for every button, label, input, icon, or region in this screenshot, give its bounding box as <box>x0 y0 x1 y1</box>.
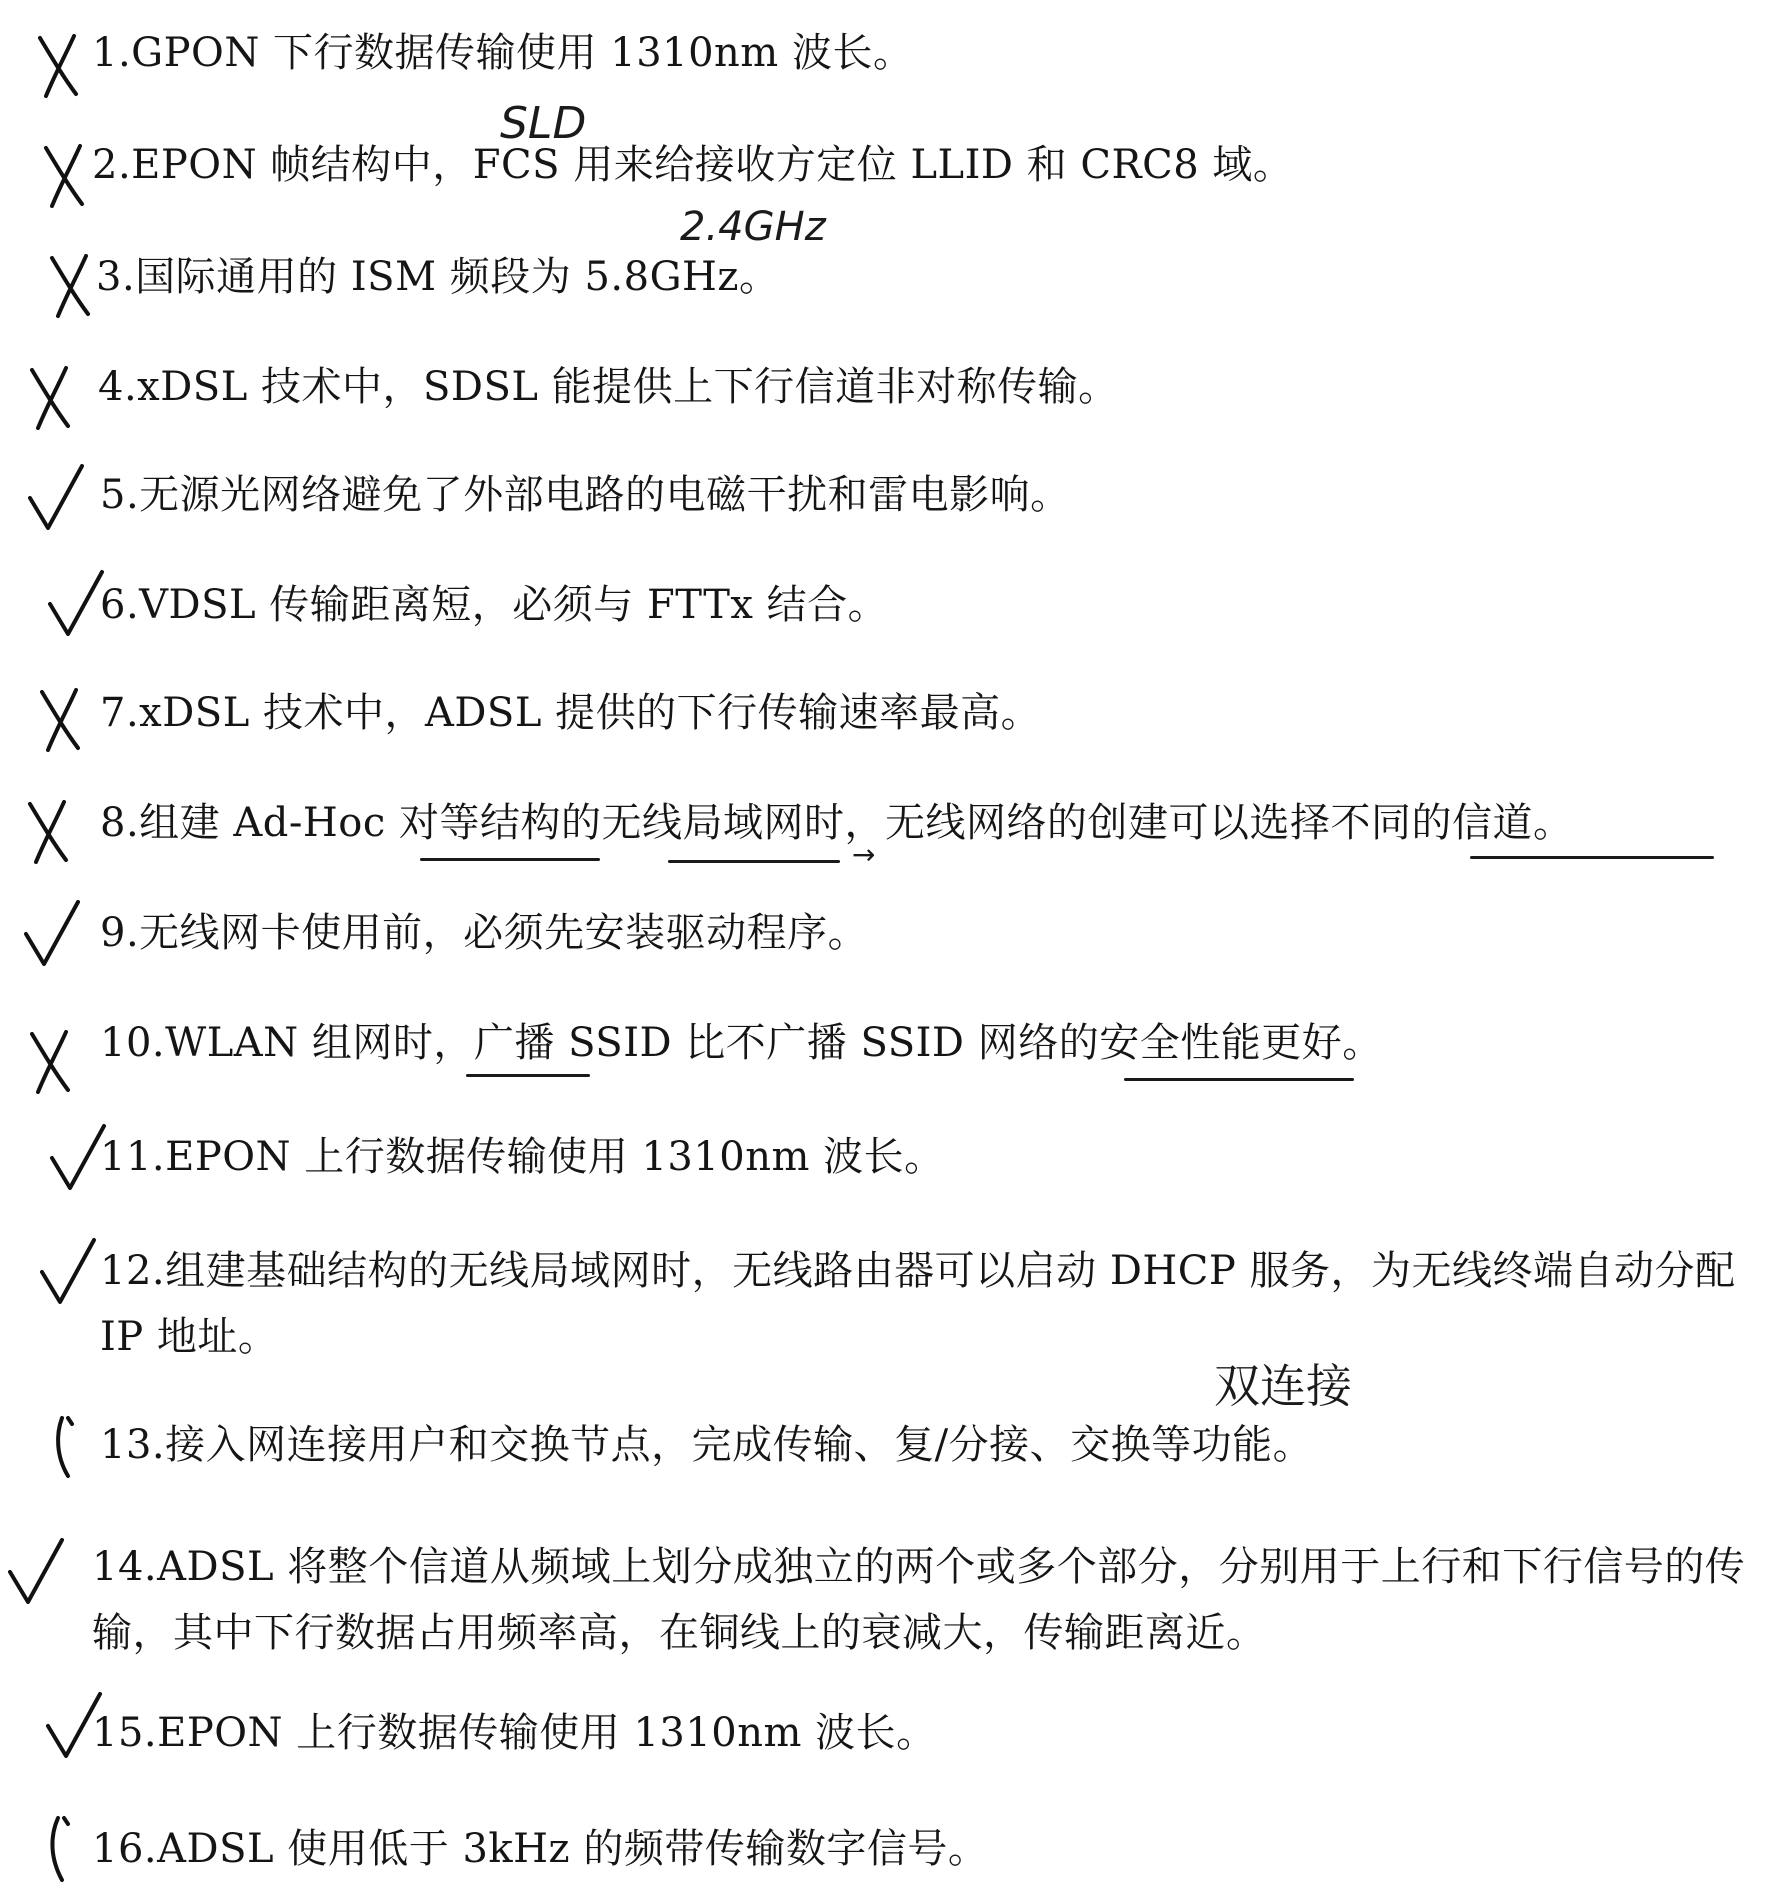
question-text: 10.WLAN 组网时，广播 SSID 比不广播 SSID 网络的安全性能更好。 <box>100 1020 1383 1066</box>
question-text: 5.无源光网络避免了外部电路的电磁干扰和雷电影响。 <box>100 472 1071 518</box>
question-text: 2.EPON 帧结构中，FCS 用来给接收方定位 LLID 和 CRC8 域。 <box>92 142 1294 188</box>
handwritten-note: 2.4GHz <box>680 204 826 250</box>
cross-mark-icon <box>22 362 82 432</box>
cross-mark-icon <box>42 250 102 320</box>
cross-mark-icon <box>36 140 96 210</box>
cross-mark-icon <box>30 30 90 100</box>
check-mark-icon <box>38 1236 98 1306</box>
check-mark-icon <box>26 462 86 532</box>
question-text: 15.EPON 上行数据传输使用 1310nm 波长。 <box>92 1710 937 1756</box>
handwritten-note: 双连接 <box>1214 1359 1352 1413</box>
question-text: 6.VDSL 传输距离短，必须与 FTTx 结合。 <box>100 582 889 628</box>
question-text: 3.国际通用的 ISM 频段为 5.8GHz。 <box>96 254 780 300</box>
check-mark-icon <box>48 1122 108 1192</box>
underline-mark <box>1470 856 1714 859</box>
cross-mark-icon <box>22 1026 82 1096</box>
question-text: 1.GPON 下行数据传输使用 1310nm 波长。 <box>92 30 914 76</box>
question-text: 7.xDSL 技术中，ADSL 提供的下行传输速率最高。 <box>100 690 1042 736</box>
question-text: 8.组建 Ad-Hoc 对等结构的无线局域网时，无线网络的创建可以选择不同的信道。 <box>100 800 1574 846</box>
handwritten-note: SLD <box>500 98 587 149</box>
question-text: 16.ADSL 使用低于 3kHz 的频带传输数字信号。 <box>92 1826 989 1872</box>
question-text: 12.组建基础结构的无线局域网时，无线路由器可以启动 DHCP 服务，为无线终端自动分配 IP 地址。 <box>100 1248 1736 1360</box>
cross-mark-icon <box>40 1812 100 1882</box>
cross-mark-icon <box>20 796 80 866</box>
check-mark-icon <box>46 568 106 638</box>
underline-mark <box>1124 1078 1354 1081</box>
question-text: 13.接入网连接用户和交换节点，完成传输、复/分接、交换等功能。 <box>100 1422 1314 1468</box>
check-mark-icon <box>22 898 82 968</box>
check-mark-icon <box>6 1536 66 1606</box>
question-text: 4.xDSL 技术中，SDSL 能提供上下行信道非对称传输。 <box>98 364 1119 410</box>
question-text: 9.无线网卡使用前，必须先安装驱动程序。 <box>100 910 869 956</box>
question-text: 14.ADSL 将整个信道从频域上划分成独立的两个或多个部分，分别用于上行和下行信号的传输，其中下行数据占用频率高，在铜线上的衰减大，传输距离近。 <box>92 1544 1746 1656</box>
cross-mark-icon <box>48 1412 108 1482</box>
underline-mark <box>420 858 600 861</box>
arrow-icon: → <box>852 838 876 871</box>
cross-mark-icon <box>32 684 92 754</box>
underline-mark <box>668 860 840 863</box>
underline-mark <box>466 1074 590 1077</box>
question-text: 11.EPON 上行数据传输使用 1310nm 波长。 <box>100 1134 945 1180</box>
